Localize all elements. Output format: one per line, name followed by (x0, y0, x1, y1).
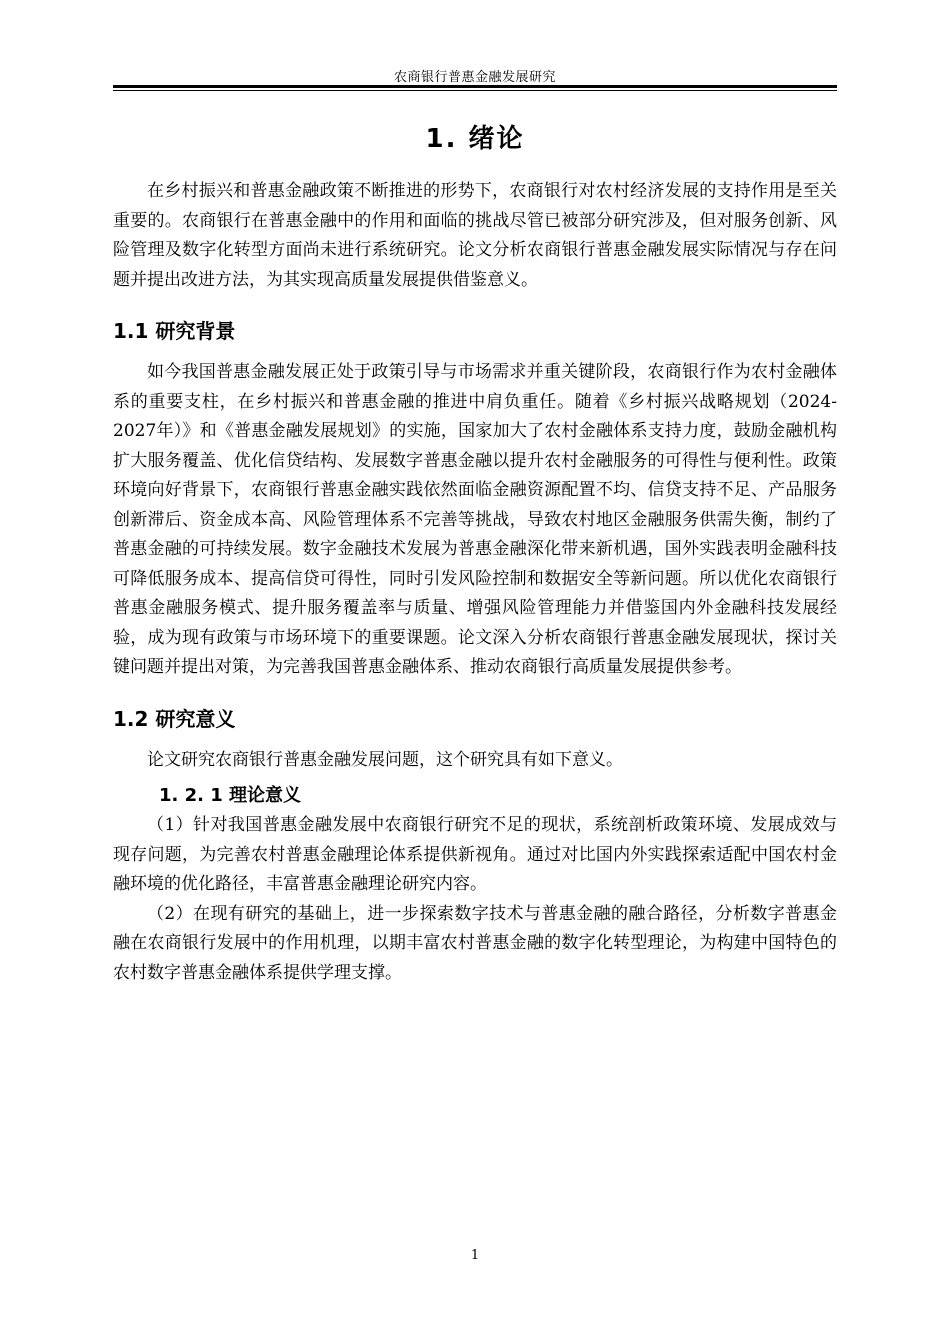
background-paragraph: 如今我国普惠金融发展正处于政策引导与市场需求并重关键阶段，农商银行作为农村金融体系的重要支柱，在乡村振兴和普惠金融的推进中肩负重任。随着《乡村振兴战略规划（2024-2027年）》和《普惠金融发展规划》的实施，国家加大了农村金融体系支持力度，鼓励金融机构扩大服务覆盖、优化信贷结构、发展数字普惠金融以提升农村金融服务的可得性与便利性。政策环境向好背景下，农商银行普惠金融实践依然面临金融资源配置不均、信贷支持不足、产品服务创新滞后、资金成本高、风险管理体系不完善等挑战，导致农村地区金融服务供需失衡，制约了普惠金融的可持续发展。数字金融技术发展为普惠金融深化带来新机遇，国外实践表明金融科技可降低服务成本、提高信贷可得性，同时引发风险控制和数据安全等新问题。所以优化农商银行普惠金融服务模式、提升服务覆盖率与质量、增强风险管理能力并借鉴国内外金融科技发展经验，成为现有政策与市场环境下的重要课题。论文深入分析农商银行普惠金融发展现状，探讨关键问题并提出对策，为完善我国普惠金融体系、推动农商银行高质量发展提供参考。 (113, 362, 837, 677)
theory-paragraph-1: （1）针对我国普惠金融发展中农商银行研究不足的现状，系统剖析政策环境、发展成效与现存问题，为完善农村普惠金融理论体系提供新视角。通过对比国内外实践探索适配中国农村金融环境的优化路径，丰富普惠金融理论研究内容。 (113, 815, 837, 894)
theory-paragraph-2: （2）在现有研究的基础上，进一步探索数字技术与普惠金融的融合路径，分析数字普惠金融在农商银行发展中的作用机理，以期丰富农村普惠金融的数字化转型理论，为构建中国特色的农村数字普惠金融体系提供学理支撑。 (113, 903, 837, 983)
significance-intro-paragraph: 论文研究农商银行普惠金融发展问题，这个研究具有如下意义。 (147, 749, 623, 770)
page-number: 1 (470, 1248, 480, 1263)
chapter-intro-paragraph: 在乡村振兴和普惠金融政策不断推进的形势下，农商银行对农村经济发展的支持作用是至关重要的。农商银行在普惠金融中的作用和面临的挑战尽管已被部分研究涉及，但对服务创新、风险管理及数字化转型方面尚未进行系统研究。论文分析农商银行普惠金融发展实际情况与存在问题并提出改进方法，为其实现高质量发展提供借鉴意义。 (113, 181, 837, 290)
section-title-background: 1.1 研究背景 (113, 319, 236, 343)
page-body (113, 112, 837, 988)
chapter-title: 1. 绪论 (425, 124, 525, 154)
subsection-title-theory: 1. 2. 1 理论意义 (159, 785, 302, 806)
section-title-significance: 1.2 研究意义 (113, 706, 236, 731)
header-rule-thick (113, 85, 837, 88)
running-header: 农商银行普惠金融发展研究 (393, 70, 556, 85)
header-rule-thin (113, 90, 837, 91)
